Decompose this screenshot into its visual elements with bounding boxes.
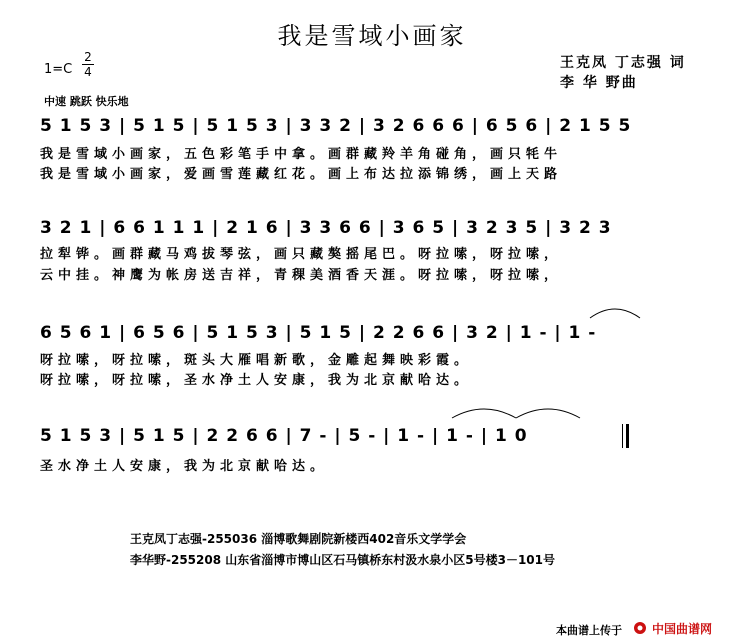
staff-4-notes: 5 1 5 3 | 5 1 5 | 2 2 6 6 | 7 - | 5 - | 1 - | 1 - | 1 0 bbox=[40, 426, 528, 446]
slur-arc-staff-3 bbox=[590, 309, 640, 318]
lyricist-credit: 王克凤 丁志强 词 bbox=[560, 55, 686, 71]
upload-note: 本曲谱上传于 bbox=[556, 624, 622, 637]
slur-arc-staff-4-b bbox=[516, 409, 580, 418]
staff-3-notes: 6 5 6 1 | 6 5 6 | 5 1 5 3 | 5 1 5 | 2 2 6 6 | 3 2 | 1 - | 1 - bbox=[40, 323, 597, 343]
staff-2-notes: 3 2 1 | 6 6 1 1 1 | 2 1 6 | 3 3 6 6 | 3 6 5 | 3 2 3 5 | 3 2 3 bbox=[40, 218, 612, 238]
site-logo-icon bbox=[632, 620, 648, 634]
tempo-marking: 中速 跳跃 快乐地 bbox=[44, 95, 129, 108]
staff-2-lyrics-verse-1: 拉犁铧。画群藏马鸡拔琴弦，画只藏獒摇尾巴。呀拉嗦，呀拉嗦， bbox=[40, 247, 563, 262]
staff-1-notes: 5 1 5 3 | 5 1 5 | 5 1 5 3 | 3 3 2 | 3 2 6 6 6 | 6 5 6 | 2 1 5 5 bbox=[40, 116, 632, 136]
staff-2-lyrics-verse-2: 云中挂。神鹰为帐房送吉祥，青稞美酒香天涯。呀拉嗦，呀拉嗦， bbox=[40, 268, 563, 283]
key-signature: 1=C bbox=[44, 62, 73, 77]
slur-arc-staff-4-a bbox=[452, 409, 516, 418]
footer-line-1: 王克凤丁志强-255036 淄博歌舞剧院新楼西402音乐文学学会 bbox=[130, 532, 467, 546]
staff-1-lyrics-verse-2: 我是雪域小画家，爱画雪莲藏红花。画上布达拉添锦绣，画上天路 bbox=[40, 167, 563, 182]
staff-3-lyrics-verse-1: 呀拉嗦，呀拉嗦，斑头大雁唱新歌，金雕起舞映彩霞。 bbox=[40, 353, 473, 368]
time-signature-top: 2 bbox=[84, 50, 92, 64]
staff-3-lyrics-verse-2: 呀拉嗦，呀拉嗦，圣水净土人安康，我为北京献哈达。 bbox=[40, 373, 473, 388]
composer-credit: 李 华 野曲 bbox=[560, 75, 638, 91]
staff-1-lyrics-verse-1: 我是雪域小画家，五色彩笔手中拿。画群藏羚羊角碰角，画只牦牛 bbox=[40, 147, 563, 162]
time-signature-bottom: 4 bbox=[84, 65, 92, 79]
site-name[interactable]: 中国曲谱网 bbox=[652, 622, 713, 636]
footer-line-2: 李华野-255208 山东省淄博市博山区石马镇桥东村汲水泉小区5号楼3－101号 bbox=[130, 553, 556, 567]
song-title: 我是雪域小画家 bbox=[277, 22, 467, 50]
staff-4-lyrics-verse-1: 圣水净土人安康，我为北京献哈达。 bbox=[40, 459, 329, 474]
